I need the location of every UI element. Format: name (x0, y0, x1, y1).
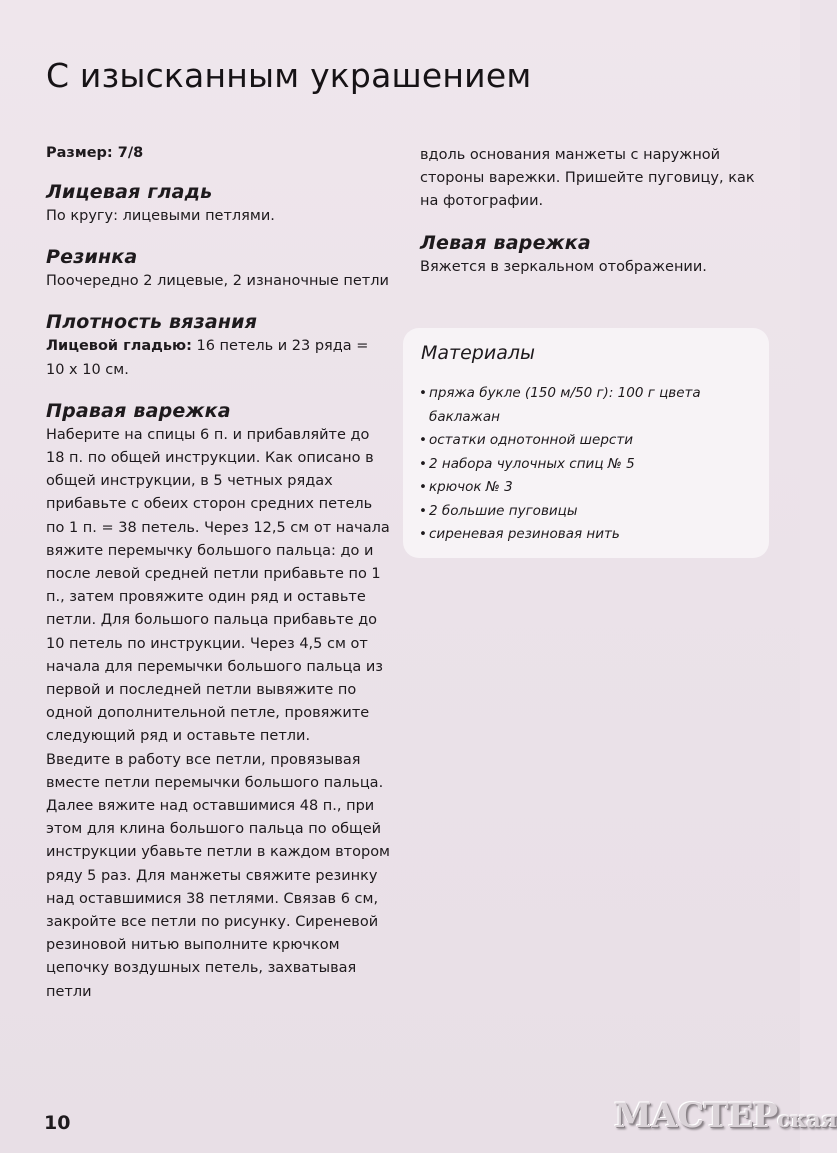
watermark-logo (614, 1096, 837, 1136)
gauge-bold-lead: Лицевой гладью: (46, 338, 192, 355)
section-left-mitten (420, 232, 765, 279)
page-title: С изысканным украшением (46, 56, 532, 95)
list-item: • пряжа букле (150 м/50 г): 100 г цвета баклажан (419, 382, 759, 429)
section-text: Вяжется в зеркальном отображении. (420, 258, 707, 275)
list-item: • 2 большие пуговицы (419, 500, 759, 524)
section-text: По кругу: лицевыми петлями. (46, 208, 275, 224)
gauge-text: 16 петель и 23 ряда = 10 х 10 см. (46, 338, 369, 378)
list-item: • остатки однотонной шерсти (419, 429, 759, 453)
section-gauge (46, 311, 391, 381)
left-column (46, 145, 391, 1022)
size-line (46, 145, 391, 161)
list-item: • 2 набора чулочных спиц № 5 (419, 453, 759, 477)
right-column (420, 144, 765, 297)
list-item: • крючок № 3 (419, 476, 759, 500)
materials-list (419, 382, 759, 547)
section-stockinette (46, 181, 391, 228)
section-heading: Лицевая гладь (46, 181, 213, 203)
section-ribbing (46, 246, 391, 293)
section-heading: Плотность вязания (46, 311, 258, 334)
page-number: 10 (44, 1112, 71, 1134)
materials-box (403, 328, 769, 558)
watermark-small: ская (777, 1107, 837, 1133)
watermark-main: МАСТЕР (614, 1096, 778, 1136)
section-right-mitten (46, 400, 391, 1004)
section-continuation (420, 144, 765, 214)
section-text: Поочередно 2 лицевые, 2 изнаночные петли (46, 273, 389, 290)
section-heading: Левая варежка (420, 231, 591, 254)
section-text-continued: Введите в работу все петли, провязывая вместе петли перемычки большого пальца. Далее вяжите над оставшимися 48 п., при этом для клина большого пальца по общей инструкции убавьте петли в каждом втором ряду 5 раз. Для манжеты свяжите резинку над оставшимися 38 петлями. Связав 6 см, закройте все петли по рисунку. Сиреневой резиновой нитью выполните крючком цепочку воздушных петель, захватывая петли (46, 751, 390, 1000)
materials-heading: Материалы (421, 342, 535, 364)
section-text (46, 335, 391, 381)
list-item: • сиреневая резиновая нить (419, 523, 759, 547)
size-value: 7/8 (117, 145, 144, 161)
section-heading: Резинка (46, 246, 138, 269)
section-text: Наберите на спицы 6 п. и прибавляйте до 18 п. по общей инструкции. Как описано в общей инструкции, в 5 четных рядах прибавьте с обеих сторон средних петель по 1 п. = 38 петель. Через 12,5 см от начала вяжите перемычку большого пальца: до и после левой средней петли прибавьте по 1 п., затем провяжите один ряд и оставьте петли. Для большого пальца прибавьте до 10 петель по инструкции. Через 4,5 см от начала для перемычки большого пальца из первой и последней петли вывяжите по одной дополнительной петле, провяжите следующий ряд и оставьте петли. (46, 426, 390, 745)
section-heading: Правая варежка (46, 399, 231, 422)
continuation-text: вдоль основания манжеты с наружной стороны варежки. Пришейте пуговицу, как на фотографии. (420, 147, 755, 210)
size-label: Размер: (46, 145, 113, 161)
